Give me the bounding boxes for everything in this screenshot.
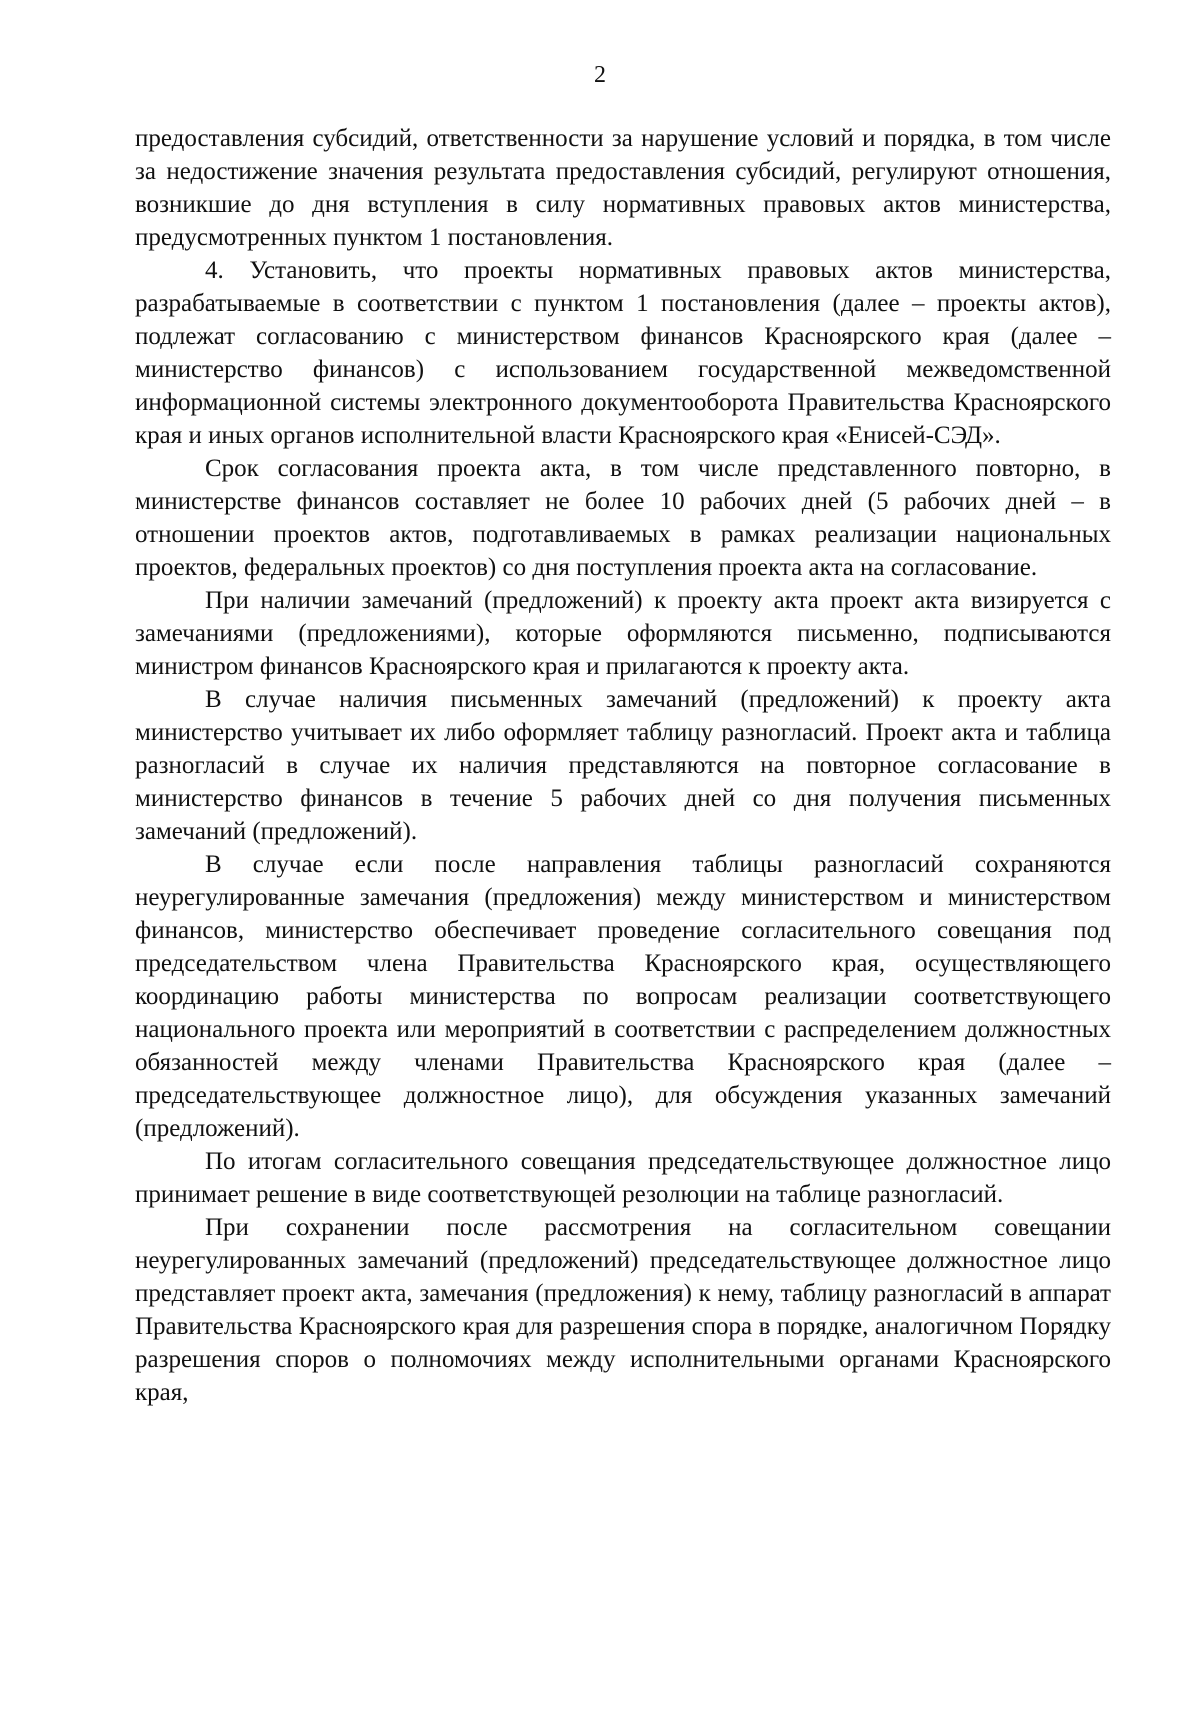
paragraph-conciliation-meeting: В случае если после направления таблицы разногласий сохраняются неурегулированные замечания (предложения) между министерством и министерством финансов, министерство обеспечивает проведение согласительного совещания под председательством члена Правительства Красноярского края, осуществляющего координацию работы министерства по вопросам реализации соответствующего национального проекта или мероприятий в соответствии с распределением должностных обязанностей между членами Правительства Красноярского края (далее – председательствующее должностное лицо), для обсуждения указанных замечаний (предложений). — [135, 851, 1111, 1142]
page-number: 2 — [594, 62, 606, 88]
paragraph-continuation: предоставления субсидий, ответственности за нарушение условий и порядка, в том числе за недостижение значения результата предоставления субсидий, регулируют отношения, возникшие до дня вступления в силу нормативных правовых актов министерства, предусмотренных пунктом 1 постановления. — [135, 125, 1111, 251]
paragraph-dispute-resolution: При сохранении после рассмотрения на согласительном совещании неурегулированных замечаний (предложений) председательствующее должностное лицо представляет проект акта, замечания (предложения) к нему, таблицу разногласий в аппарат Правительства Красноярского края для разрешения спора в порядке, аналогичном Порядку разрешения споров о полномочиях между исполнительными органами Красноярского края, — [135, 1214, 1111, 1406]
paragraph-approval-term: Срок согласования проекта акта, в том числе представленного повторно, в министерстве финансов составляет не более 10 рабочих дней (5 рабочих дней – в отношении проектов актов, подготавливаемых в рамках реализации национальных проектов, федеральных проектов) со дня поступления проекта акта на согласование. — [135, 455, 1111, 581]
paragraph-remarks-visa: При наличии замечаний (предложений) к проекту акта проект акта визируется с замечаниями (предложениями), которые оформляются письменно, подписываются министром финансов Красноярского края и прилагаются к проекту акта. — [135, 587, 1111, 680]
paragraph-disagreement-table: В случае наличия письменных замечаний (предложений) к проекту акта министерство учитывает их либо оформляет таблицу разногласий. Проект акта и таблица разногласий в случае их наличия представляются на повторное согласование в министерство финансов в течение 5 рабочих дней со дня получения письменных замечаний (предложений). — [135, 686, 1111, 845]
paragraph-item-4: 4. Установить, что проекты нормативных правовых актов министерства, разрабатываемые в соответствии с пунктом 1 постановления (далее – проекты актов), подлежат согласованию с министерством финансов Красноярского края (далее – министерство финансов) с использованием государственной межведомственной информационной системы электронного документооборота Правительства Красноярского края и иных органов исполнительной власти Красноярского края «Енисей-СЭД». — [135, 257, 1111, 449]
paragraph-meeting-results: По итогам согласительного совещания председательствующее должностное лицо принимает решение в виде соответствующей резолюции на таблице разногласий. — [135, 1148, 1111, 1208]
document-body — [135, 122, 1111, 1409]
